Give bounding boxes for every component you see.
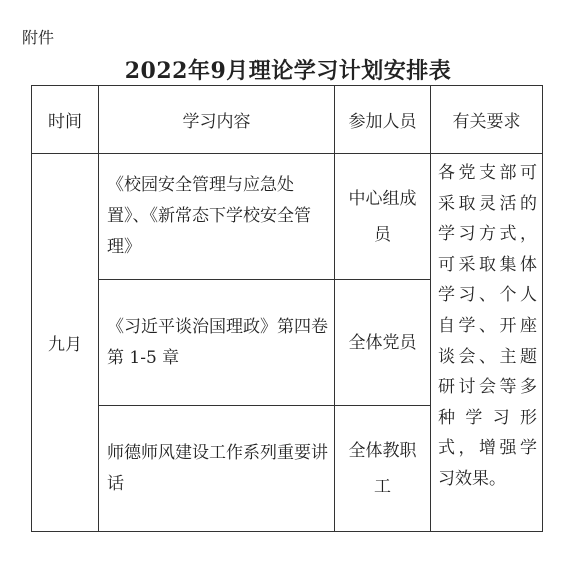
header-time: 时间: [32, 86, 99, 154]
table-header-row: [32, 86, 543, 154]
header-content: 学习内容: [99, 86, 335, 154]
participants-cell: 全体党员: [335, 280, 431, 406]
attachment-label: 附件: [22, 28, 55, 47]
requirements-cell: 各党支部可采取灵活的学习方式，可采取集体学习、个人自学、开座谈会、主题研讨会等多种学习形式，增强学习效果。: [431, 154, 543, 532]
participants-cell: 全体教职工: [335, 406, 431, 532]
content-cell: 《习近平谈治国理政》第四卷第 1-5 章: [99, 280, 335, 406]
month-cell: 九月: [32, 154, 99, 532]
content-cell: 师德师风建设工作系列重要讲话: [99, 406, 335, 532]
study-plan-table: [31, 85, 543, 532]
participants-cell: 中心组成员: [335, 154, 431, 280]
page-title: 2022年9月理论学习计划安排表: [124, 58, 452, 84]
table-row: [32, 154, 543, 280]
content-cell: 《校园安全管理与应急处置》、《新常态下学校安全管理》: [99, 154, 335, 280]
header-participants: 参加人员: [335, 86, 431, 154]
header-requirements: 有关要求: [431, 86, 543, 154]
